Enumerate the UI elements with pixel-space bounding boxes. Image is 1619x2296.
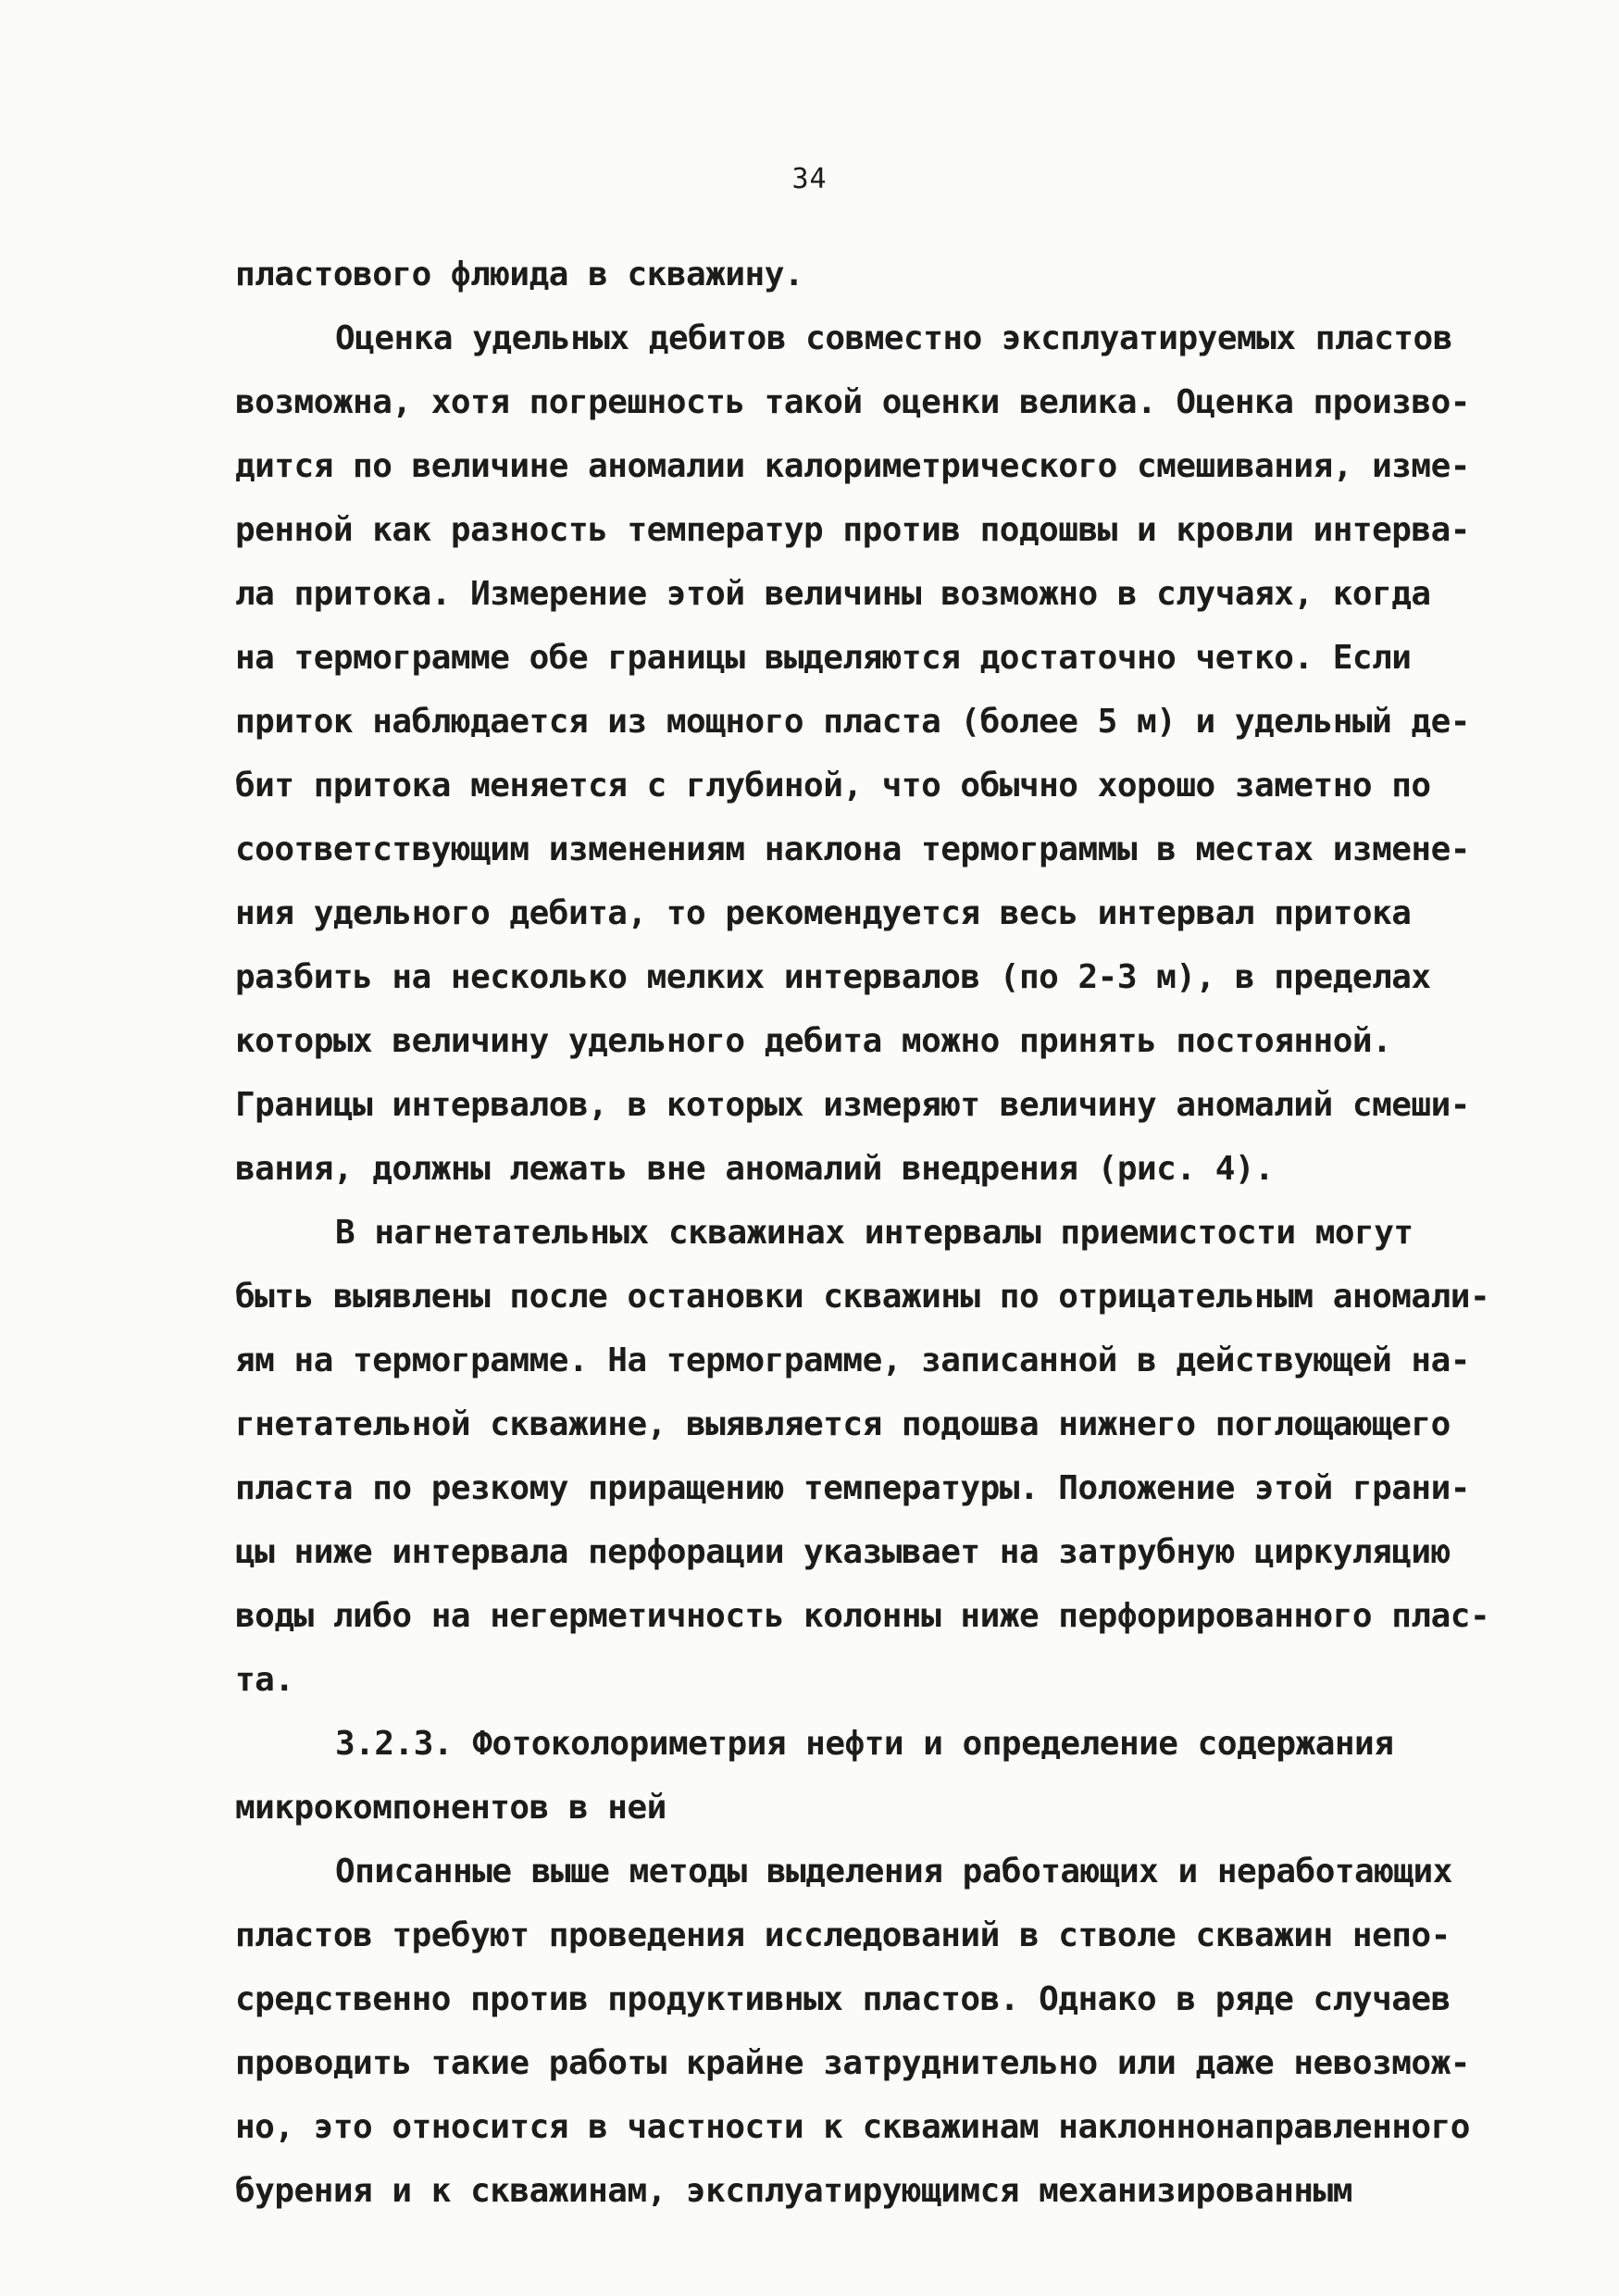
text-line: пластов требуют проведения исследований в стволе скважин непо-: [235, 1916, 1451, 1954]
text-line: Границы интервалов, в которых измеряют величину аномалий смеши-: [235, 1086, 1470, 1124]
text-line: микрокомпонентов в ней: [235, 1789, 666, 1827]
body-text: [235, 243, 1490, 2223]
text-line: средственно против продуктивных пластов. Однако в ряде случаев: [235, 1980, 1451, 2018]
text-line: Оценка удельных дебитов совместно эксплуатируемых пластов: [335, 319, 1452, 357]
text-line: бит притока меняется с глубиной, что обычно хорошо заметно по: [235, 767, 1431, 805]
text-line: соответствующим изменениям наклона термограммы в местах измене-: [235, 830, 1470, 868]
text-line: приток наблюдается из мощного пласта (более 5 м) и удельный де-: [235, 703, 1470, 741]
page-number: 34: [791, 163, 828, 195]
text-line: цы ниже интервала перфорации указывает на затрубную циркуляцию: [235, 1533, 1451, 1571]
text-line: 3.2.3. Фотоколориметрия нефти и определение содержания: [335, 1725, 1394, 1763]
text-line: та.: [235, 1661, 294, 1699]
text-line: ям на термограмме. На термограмме, записанной в действующей на-: [235, 1341, 1470, 1379]
text-line: ренной как разность температур против подошвы и кровли интерва-: [235, 511, 1470, 549]
text-line: Описанные выше методы выделения работающих и неработающих: [335, 1853, 1452, 1890]
text-line: вания, должны лежать вне аномалий внедрения (рис. 4).: [235, 1150, 1275, 1188]
text-line: которых величину удельного дебита можно принять постоянной.: [235, 1022, 1392, 1060]
text-line: ния удельного дебита, то рекомендуется весь интервал притока: [235, 894, 1412, 932]
text-line: проводить такие работы крайне затруднительно или даже невозмож-: [235, 2044, 1470, 2082]
text-line: но, это относится в частности к скважинам наклоннонаправленного: [235, 2108, 1470, 2146]
text-line: В нагнетательных скважинах интервалы приемистости могут: [335, 1214, 1414, 1252]
text-line: гнетательной скважине, выявляется подошва нижнего поглощающего: [235, 1405, 1451, 1443]
text-line: пласта по резкому приращению температуры. Положение этой грани-: [235, 1469, 1470, 1507]
text-line: пластового флюида в скважину.: [235, 256, 804, 293]
text-line: воды либо на негерметичность колонны ниже перфорированного плас-: [235, 1597, 1490, 1635]
text-line: на термограмме обе границы выделяются достаточно четко. Если: [235, 639, 1412, 677]
text-line: быть выявлены после остановки скважины по отрицательным аномали-: [235, 1278, 1490, 1316]
text-line: ла притока. Измерение этой величины возможно в случаях, когда: [235, 575, 1431, 613]
text-line: дится по величине аномалии калориметрического смешивания, изме-: [235, 447, 1470, 485]
text-line: разбить на несколько мелких интервалов (по 2-3 м), в пределах: [235, 958, 1431, 996]
text-line: бурения и к скважинам, эксплуатирующимся механизированным: [235, 2172, 1352, 2210]
text-line: возможна, хотя погрешность такой оценки велика. Оценка произво-: [235, 383, 1470, 421]
